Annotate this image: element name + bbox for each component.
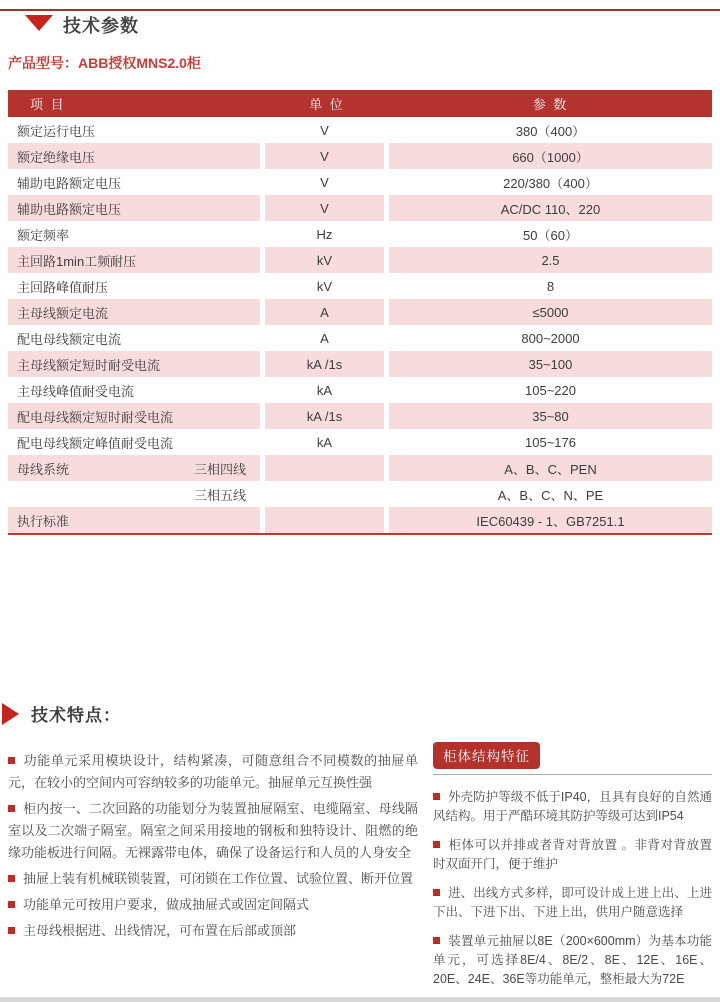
value-cell: AC/DC 110、220 [389,195,712,221]
value-cell: A、B、C、N、PE [497,487,604,503]
triangle-down-icon [25,15,53,31]
unit-cell: kV [265,273,389,299]
item-cell [8,455,265,481]
bottom-page-edge [0,997,720,1002]
item-cell [8,481,265,507]
top-divider-line [0,9,720,11]
item-label: 额定运行电压 [17,123,96,139]
value-cell: 105~220 [525,382,576,398]
value-cell: 220/380（400） [503,175,598,191]
unit-cell: kV [265,247,389,273]
item-cell [8,273,265,299]
table-row [8,325,712,351]
value-cell: 2.5 [389,247,712,273]
unit-cell: V [265,195,389,221]
item-label: 额定绝缘电压 [17,149,96,165]
feature-bullet: 主母线根据进、出线情况，可布置在后部或顶部 [8,920,418,942]
table-row [8,143,712,169]
cabinet-features-list [433,788,712,989]
feature-bullet: 功能单元可按用户要求，做成抽屉式或固定间隔式 [8,894,418,916]
value-cell: ≤5000 [389,299,712,325]
page-title: 技术参数 [63,16,139,36]
unit-cell: A [265,325,389,351]
bullet-square-icon [433,937,440,944]
badge-underline [433,774,712,775]
unit-cell [265,481,389,507]
table-row [8,299,712,325]
table-row [8,221,712,247]
unit-cell: kA /1s [265,351,389,377]
item-cell [8,403,265,429]
table-row [8,117,712,143]
unit-cell: V [265,143,389,169]
value-cell: 50（60） [523,227,578,243]
item-label: 执行标准 [17,513,70,529]
value-cell: 660（1000） [389,143,712,169]
feature-bullet: 装置单元抽屉以8E（200×600mm）为基本功能单元，可选择8E/4、8E/2、8E、12E、16E、20E、24E、36E等功能单元，整柜最大为72E [433,934,712,986]
spec-table [8,90,712,535]
item-label: 主母线额定电流 [17,305,109,321]
unit-cell: kA [265,429,389,455]
item-label: 主母线额定短时耐受电流 [17,357,161,373]
feature-bullet: 功能单元采用模块设计，结构紧凑，可随意组合不同模数的抽屉单元，在较小的空间内可容纳较多的功能单元。抽屉单元互换性强 [8,753,418,790]
bullet-square-icon [8,875,15,882]
table-row [8,351,712,377]
item-cell [8,429,265,455]
item-cell [8,299,265,325]
item-cell [8,221,265,247]
feature-bullet: 柜内按一、二次回路的功能划分为装置抽屉隔室、电缆隔室、母线隔室以及二次端子隔室。隔室之间采用接地的钢板和独特设计、阻燃的绝缘功能板进行间隔。无裸露带电体，确保了设备运行和人员的人身安全 [8,801,418,860]
column-header-item: 项 目 [30,97,66,112]
item-cell [8,143,265,169]
triangle-right-icon [2,703,19,725]
cabinet-features-badge: 柜体结构特征 [433,742,540,769]
table-row [8,273,712,299]
table-header-row [8,90,712,117]
tech-features-header [2,701,720,726]
table-row [8,247,712,273]
table-row [8,169,712,195]
column-header-unit: 单 位 [309,97,345,112]
spec-table-body [8,117,712,533]
bullet-square-icon [8,757,15,764]
unit-cell: V [265,169,389,195]
value-cell: 380（400） [515,123,586,139]
value-cell: 800~2000 [521,330,580,346]
unit-cell [265,455,389,481]
table-row [8,195,712,221]
item-label: 辅助电路额定电压 [17,175,122,191]
item-cell [8,169,265,195]
item-cell [8,117,265,143]
value-cell: IEC60439 - 1、GB7251.1 [389,507,712,533]
bullet-square-icon [433,841,440,848]
cabinet-features-panel [433,742,712,999]
item-label: 额定频率 [17,227,70,243]
table-row [8,403,712,429]
bullet-square-icon [8,927,15,934]
tech-params-header [25,12,720,38]
feature-bullet: 进、出线方式多样，即可设计成上进上出、上进下出、下进下出、下进上出，供用户随意选择 [433,886,712,919]
tech-features-title: 技术特点： [31,706,121,725]
item-sub-label: 三相四线 [193,461,246,477]
item-sub-label: 三相五线 [193,487,246,503]
product-model: 产品型号：ABB授权MNS2.0柜 [8,55,201,71]
item-cell [8,507,265,533]
item-cell [8,325,265,351]
unit-cell: kA [265,377,389,403]
table-row [8,377,712,403]
unit-cell [265,507,389,533]
item-cell [8,377,265,403]
value-cell: A、B、C、PEN [389,455,712,481]
unit-cell: kA /1s [265,403,389,429]
feature-bullet: 抽屉上装有机械联锁装置，可闭锁在工作位置、试验位置、断开位置 [8,868,418,890]
tech-features-list [8,742,418,999]
value-cell: 35~100 [389,351,712,377]
item-cell [8,247,265,273]
table-row [8,507,712,533]
bullet-square-icon [8,901,15,908]
bullet-square-icon [433,889,440,896]
item-label: 配电母线额定短时耐受电流 [17,409,174,425]
column-header-value: 参 数 [532,97,569,112]
item-label: 主母线峰值耐受电流 [17,383,135,399]
bullet-square-icon [433,793,440,800]
table-row [8,455,712,481]
unit-cell: Hz [265,221,389,247]
item-cell [8,351,265,377]
value-cell: 105~176 [525,434,576,450]
item-label: 主回路峰值耐压 [17,279,109,295]
feature-bullet: 柜体可以并排或者背对背放置 。非背对背放置时双面开门，便于维护 [433,838,712,871]
item-label: 辅助电路额定电压 [17,201,122,217]
unit-cell: A [265,299,389,325]
item-label: 母线系统 [17,461,70,477]
tech-features-section [0,701,720,999]
item-label: 配电母线额定峰值耐受电流 [17,435,174,451]
unit-cell: V [265,117,389,143]
item-label: 主回路1min工频耐压 [17,253,137,269]
item-label: 配电母线额定电流 [17,331,122,347]
table-row [8,429,712,455]
bullet-square-icon [8,805,15,812]
table-row [8,481,712,507]
value-cell: 35~80 [389,403,712,429]
feature-bullet: 外壳防护等级不低于IP40，且具有良好的自然通风结构。用于严酷环境其防护等级可达到IP54 [433,790,712,823]
value-cell: 8 [546,278,555,294]
item-cell [8,195,265,221]
